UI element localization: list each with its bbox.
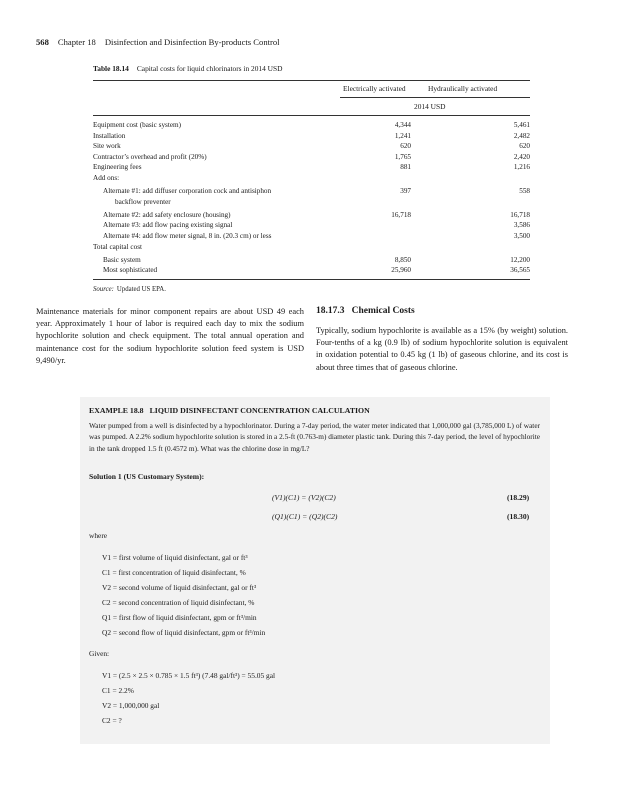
section-heading — [316, 306, 415, 316]
table-row: backflow preventer — [115, 198, 171, 206]
given-item: C2 = ? — [102, 716, 122, 725]
table-header-rule — [340, 97, 530, 98]
example-problem: Water pumped from a well is disinfected by a hypochlorinator. During a 7-day period, the water meter indicated that 1,000,000 gal (3,785,000 L) of water was pumped. A 2.2% sodium hypochlorite solution is stored in a 2.5-ft (0.763-m) diameter plastic tank. During this 7-day period, the level of hypochlorite in the tank dropped 1.5 ft (0.4572 m). What was the chlorine dose in mg/L? — [89, 421, 540, 453]
table-row: Total capital cost — [93, 243, 142, 251]
table-row: Alternate #1: add diffuser corporation cock and antisiphon 397 558 — [103, 187, 530, 195]
definition-item: V1 = first volume of liquid disinfectant, gal or ft³ — [102, 553, 248, 562]
definition-item: Q2 = second flow of liquid disinfectant, gpm or ft³/min — [102, 628, 266, 637]
running-header — [36, 37, 280, 47]
table-row: Engineering fees 881 1,216 — [93, 163, 530, 171]
table-row: Add ons: — [93, 173, 120, 182]
section-paragraph: Typically, sodium hypochlorite is available as a 15% (by weight) solution. Four-tenths of a kg (0.9 lb) of sodium hypochlorite solution is equivalent in oxidation potential to 0.45 kg (1 lb) of gaseous chlorine, and its cost is about three times that of gaseous chlorine. — [316, 326, 568, 372]
source-text: Updated US EPA. — [116, 286, 166, 293]
table-source — [93, 286, 166, 293]
chapter-number: Chapter 18 — [57, 37, 96, 47]
section-number: 18.17.3 — [316, 306, 345, 316]
page-number: 568 — [36, 37, 49, 47]
table-row: Site work 620 620 — [93, 142, 530, 150]
left-paragraph: Maintenance materials for minor component repairs are about USD 49 each year. Approximately 1 hour of labor is required each day to mix the sodium hypochlorite solution and check equipment. The total annual operation and maintenance cost for the sodium hypochlorite solution feed system is USD 9,490/yr. — [36, 307, 304, 365]
unit-header: 2014 USD — [414, 102, 446, 111]
source-label: Source: — [93, 286, 114, 293]
example-title-text: LIQUID DISINFECTANT CONCENTRATION CALCULATION — [149, 406, 370, 415]
table-row: Contractor’s overhead and profit (20%) 1,765 2,420 — [93, 152, 530, 161]
table-top-rule — [93, 80, 530, 81]
given-item: C1 = 2.2% — [102, 686, 134, 695]
table-row: Alternate #2: add safety enclosure (housing) 16,718 16,718 — [103, 210, 530, 219]
table-row: Alternate #4: add flow meter signal, 8 in. (20.3 cm) or less 3,500 — [103, 232, 530, 240]
section-title: Chemical Costs — [351, 306, 415, 316]
definition-item: V2 = second volume of liquid disinfectant, gal or ft³ — [102, 583, 257, 592]
given-item: V1 = (2.5 × 2.5 × 0.785 × 1.5 ft³) (7.48 gal/ft³) = 55.05 gal — [102, 671, 276, 680]
definition-item: Q1 = first flow of liquid disinfectant, gpm or ft³/min — [102, 613, 257, 622]
example-label: EXAMPLE 18.8 — [89, 406, 144, 415]
solution-heading: Solution 1 (US Customary System): — [89, 472, 205, 481]
given-label: Given: — [89, 649, 110, 658]
definition-item: C1 = first concentration of liquid disinfectant, % — [102, 568, 246, 577]
table-row: Basic system 8,850 12,200 — [103, 255, 530, 264]
given-item: V2 = 1,000,000 gal — [102, 701, 160, 710]
chapter-title: Disinfection and Disinfection By-products Control — [104, 37, 280, 47]
equation-18-30: (Q1)(C1) = (Q2)(C2) — [272, 512, 338, 521]
example-title — [89, 406, 376, 415]
col-header-hydraulic: Hydraulically activated — [428, 84, 498, 93]
table-row: Equipment cost (basic system) 4,344 5,461 — [93, 121, 530, 129]
equation-number-18-30: (18.30) — [507, 512, 530, 521]
table-bottom-rule — [93, 279, 530, 280]
table-subheader-rule — [93, 115, 530, 116]
table-row: Alternate #3: add flow pacing existing signal 3,586 — [103, 221, 530, 229]
equation-number-18-29: (18.29) — [507, 493, 530, 502]
equation-18-29: (V1)(C1) = (V2)(C2) — [272, 493, 336, 502]
where-label: where — [89, 531, 108, 540]
table-label: Table 18.14 — [93, 64, 129, 73]
table-caption-text: Capital costs for liquid chlorinators in 2014 USD — [136, 64, 283, 73]
col-header-electric: Electrically activated — [343, 84, 406, 93]
table-caption — [93, 64, 282, 73]
table-row: Most sophisticated 25,960 36,565 — [103, 266, 530, 274]
table-row: Installation 1,241 2,482 — [93, 131, 530, 140]
definition-item: C2 = second concentration of liquid disinfectant, % — [102, 598, 255, 607]
